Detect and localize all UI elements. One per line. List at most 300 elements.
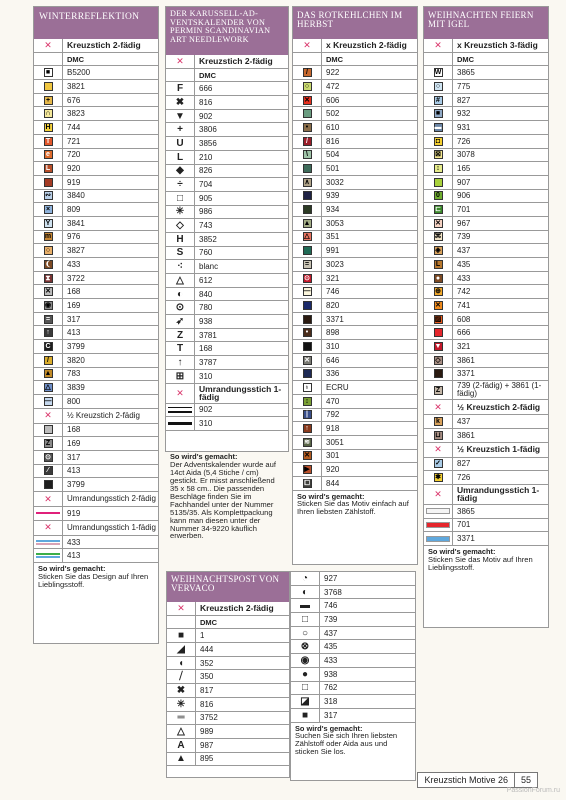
dmc-number: 816: [199, 97, 213, 107]
symbol-swatch: [434, 369, 443, 378]
legend-row: [166, 151, 288, 165]
stitch-symbol: A: [167, 739, 196, 752]
legend-row: [34, 313, 158, 327]
legend-row: [34, 121, 158, 135]
legend-row: [166, 178, 288, 192]
stitch-symbol: ◪: [291, 695, 320, 708]
legend-row: [424, 532, 548, 546]
legend-row: [167, 684, 289, 698]
legend-row: [34, 244, 158, 258]
instructions-note: So wird's gemacht: Suchen Sie sich Ihren liebsten Zählstoff oder Aida aus und sticken Sie los.: [295, 723, 398, 757]
dmc-number: 3865: [457, 506, 475, 516]
symbol-swatch: •: [303, 123, 312, 132]
stitch-symbol: ÷: [166, 178, 195, 191]
dmc-number: 502: [326, 109, 340, 119]
magazine-title: Kreuzstich Motive 26: [417, 772, 515, 788]
symbol-swatch: ✕: [435, 301, 441, 309]
cross-stitch-icon: ✕: [176, 55, 184, 66]
dmc-number: 902: [199, 111, 213, 121]
legend-row: [293, 135, 417, 149]
dmc-number: 310: [326, 341, 340, 351]
legend-row: [167, 643, 289, 657]
half-stitch-icon: ✕: [44, 410, 52, 421]
legend-title: WEIHNACHTEN FEIERN MIT IGEL: [424, 7, 548, 39]
outline-swatch-icon: [426, 534, 450, 544]
stitch-symbol: ⊞: [166, 370, 195, 383]
dmc-number: 3861: [457, 430, 475, 440]
legend-row: [293, 354, 417, 368]
legend-row: [34, 285, 158, 299]
legend-row: [293, 450, 417, 464]
dmc-number: 3078: [457, 150, 475, 160]
symbol-swatch: ▲: [44, 370, 52, 378]
symbol-swatch: ↕: [303, 397, 312, 406]
symbol-swatch: ✱: [435, 474, 441, 482]
dmc-number: 321: [457, 341, 471, 351]
legend-row: [167, 739, 289, 753]
dmc-number: 310: [199, 371, 213, 381]
legend-row: [34, 326, 158, 340]
stitch-symbol: S: [166, 247, 195, 260]
symbol-swatch: ◘: [434, 137, 443, 146]
cross-stitch-icon: ✕: [434, 39, 442, 50]
dmc-number: 932: [457, 109, 471, 119]
symbol-swatch: △: [304, 233, 310, 241]
instructions-note: So wird's gemacht: Sticken Sie das Design auf Ihren Lieblingsstoff.: [38, 564, 149, 589]
dmc-number: 501: [326, 164, 340, 174]
symbol-swatch: e: [44, 150, 53, 159]
symbol-swatch: [44, 178, 53, 187]
stitch-symbol: L: [166, 151, 195, 164]
dmc-number: 435: [324, 642, 338, 652]
dmc-number: 3823: [67, 109, 85, 119]
legend-row: [34, 424, 158, 438]
dmc-number: 3722: [67, 273, 85, 283]
symbol-swatch: ⁄: [44, 466, 53, 475]
legend-row: [166, 274, 288, 288]
legend-row: [293, 422, 417, 436]
dmc-number: 826: [199, 166, 213, 176]
legend-row: [293, 94, 417, 108]
stitch-symbol: ◢: [167, 643, 196, 656]
stitch-symbol: ◉: [291, 654, 320, 667]
symbol-swatch: [303, 301, 312, 310]
legend-row: [166, 192, 288, 206]
legend-row: [293, 285, 417, 299]
legend-row: [293, 409, 417, 423]
dmc-number: 920: [67, 164, 81, 174]
dmc-number: 906: [457, 191, 471, 201]
legend-row: [34, 340, 158, 354]
legend-row: [293, 107, 417, 121]
stitch-symbol: +: [166, 123, 195, 136]
dmc-number: 967: [457, 218, 471, 228]
legend-title: DER KARUSSELL-AD- VENTSKALENDER VON PERMIN SCANDINAVIAN ART NEEDLEWORK: [166, 7, 288, 55]
symbol-swatch: /: [303, 68, 312, 77]
dmc-number: 608: [457, 314, 471, 324]
dmc-number: 437: [457, 417, 471, 427]
dmc-number: 433: [457, 273, 471, 283]
legend-row: [424, 149, 548, 163]
dmc-number: 817: [200, 685, 214, 695]
symbol-swatch: ▶: [304, 466, 310, 474]
half-stitch-icon: ✕: [434, 401, 442, 412]
dmc-number: 3371: [326, 314, 344, 324]
outline-swatch-icon: [168, 419, 192, 429]
dmc-number: 3023: [326, 259, 344, 269]
legend-row: [34, 176, 158, 190]
stitch-symbol: ▲: [167, 753, 196, 766]
stitch-symbol: ➶: [166, 315, 195, 328]
dmc-number: 3032: [326, 177, 344, 187]
dmc-number: 800: [67, 396, 81, 406]
symbol-swatch: [303, 191, 312, 200]
symbol-swatch: ✕: [304, 356, 310, 364]
dmc-number: B5200: [67, 68, 91, 78]
legend-row: [424, 258, 548, 272]
symbol-swatch: ■: [434, 109, 443, 118]
stitch-symbol: ✳: [167, 698, 196, 711]
dmc-number: 991: [326, 246, 340, 256]
dmc-number: 918: [326, 424, 340, 434]
legend-row: [166, 206, 288, 220]
symbol-swatch: +: [44, 96, 53, 105]
symbol-swatch: /: [44, 356, 53, 365]
stitch-symbol: ◔: [291, 572, 320, 585]
dmc-number: 792: [326, 410, 340, 420]
dmc-number: 433: [67, 259, 81, 269]
dmc-number: 612: [199, 275, 213, 285]
stitch-symbol: ✳: [166, 206, 195, 219]
dmc-number: 610: [326, 122, 340, 132]
legend-row: [34, 395, 158, 409]
legend-row: [424, 80, 548, 94]
symbol-swatch: ▬: [434, 123, 442, 131]
dmc-number: 927: [324, 573, 338, 583]
legend-row: [293, 162, 417, 176]
dmc-number: 317: [67, 314, 81, 324]
stitch-symbol: ▬: [291, 599, 320, 612]
legend-row: [424, 162, 548, 176]
dmc-number: 3371: [457, 369, 475, 379]
dmc-number: 3787: [199, 357, 217, 367]
stitch-symbol: △: [167, 725, 196, 738]
dmc-number: 986: [199, 207, 213, 217]
legend-row: [34, 258, 158, 272]
dmc-number: 922: [326, 68, 340, 78]
dmc-number: 809: [67, 205, 81, 215]
dmc-number: 169: [67, 439, 81, 449]
dmc-number: 351: [326, 232, 340, 242]
legend-row: [424, 231, 548, 245]
dmc-number: 3806: [199, 125, 217, 135]
dmc-number: 746: [324, 601, 338, 611]
stitch-symbol: ■: [167, 629, 196, 642]
symbol-swatch: [303, 369, 312, 378]
symbol-swatch: ≋: [304, 438, 310, 446]
legend-row: [34, 299, 158, 313]
outline-swatch-icon: [36, 537, 60, 547]
symbol-swatch: k: [434, 417, 443, 426]
legend-row: [34, 272, 158, 286]
dmc-number: 762: [324, 683, 338, 693]
legend-row: [424, 313, 548, 327]
stitch-symbol: ◐: [291, 586, 320, 599]
dmc-number: 701: [457, 205, 471, 215]
legend-row: [291, 586, 415, 600]
legend-row: [424, 217, 548, 231]
outline-swatch-icon: [36, 508, 60, 518]
dmc-number: 726: [457, 473, 471, 483]
legend-row: [34, 368, 158, 382]
symbol-swatch: L: [44, 164, 53, 173]
dmc-number: 827: [457, 95, 471, 105]
legend-row: [293, 326, 417, 340]
dmc-number: 827: [457, 459, 471, 469]
legend-winterreflektion: WINTERREFLEKTION ✕ Kreuzstich 2-fädig DMC ■ B5200 3821 + 676 ∩ 3823 H 744 T 721 e 720 L 920 919 ∾ 3840 × 809 Y 3841 m 976 ○ 3827 ❨ 433 ⧗ 3722 ✕ 168 ◉ 169 = 317 ↑ 413 C 3799 / 3820 ▲ 783 △ 3839 — 800 ✕ ½ Kreuzstich 2-fädig 168 Z 169 ⊙ 317 ⁄ 413 3799 ✕ Umrandungsstich 2-fädig 919 ✕ Umrandungsstich 1-fädig 433 413 So wird's gemacht: Sticken Sie das Design auf Ihren Lieblingsstoff.: [33, 6, 159, 644]
stitch-symbol: ⊗: [291, 640, 320, 653]
symbol-swatch: ∩: [45, 110, 51, 118]
symbol-swatch: ×: [44, 205, 53, 214]
legend-row: [424, 326, 548, 340]
legend-row: [293, 149, 417, 163]
legend-row: [34, 80, 158, 94]
symbol-swatch: Z: [44, 439, 53, 448]
legend-row: [424, 203, 548, 217]
stitch-symbol: ◇: [166, 219, 195, 232]
symbol-swatch: [434, 328, 443, 337]
legend-row: [293, 463, 417, 477]
legend-row: [293, 395, 417, 409]
dmc-number: 472: [326, 81, 340, 91]
legend-row: [293, 381, 417, 395]
dmc-number: 413: [67, 328, 81, 338]
cross-stitch-icon: ✕: [303, 39, 311, 50]
symbol-swatch: ◉: [44, 301, 52, 309]
dmc-number: 701: [457, 520, 471, 530]
symbol-swatch: ⧗: [44, 274, 53, 283]
symbol-swatch: ○: [434, 82, 443, 91]
dmc-number: 168: [199, 344, 213, 354]
legend-row: [166, 165, 288, 179]
legend-row: [166, 315, 288, 329]
dmc-number: 3861: [457, 355, 475, 365]
legend-row: [424, 190, 548, 204]
legend-row: [291, 572, 415, 586]
outline-stitch-icon: ✕: [434, 488, 442, 499]
legend-weihnachten-igel: WEIHNACHTEN FEIERN MIT IGEL ✕ x Kreuzstich 3-fädig DMC W 3865 ○ 775 # 827 ■ 932 ▬ 931 ◘ 726 ⊠ 3078 ↕ 165 907 0 906 ⊏ 701 ✕ 967 ⌘ 739 ◈ 437 L 435 ● 433 ⊕ 742 ✕ 741 ▨ 608 666 ▼ 321 ◇ 3861 3371 Z 739 (2-fädig) + 3861 (1-fädig) ✕ ½ Kreuzstich 2-fädig k 437 ⊔ 3861 ✕ ½ Kreuzstich 1-fädig ✓ 827 ✱ 726 ✕ Umrandungsstich 1-fädig 3865 701 3371 So wird's gemacht: Sticken Sie das Motiv auf Ihren Lieblingsstoff.: [423, 6, 549, 628]
dmc-number: 676: [67, 95, 81, 105]
legend-row: [34, 190, 158, 204]
symbol-swatch: ▨: [434, 315, 442, 323]
legend-row: [166, 96, 288, 110]
symbol-swatch: ♁: [304, 384, 310, 392]
legend-row: [293, 176, 417, 190]
legend-row: [424, 368, 548, 382]
outline-stitch-icon: ✕: [176, 387, 184, 398]
legend-row: [167, 698, 289, 712]
symbol-swatch: ✕: [304, 452, 310, 460]
symbol-swatch: [303, 315, 312, 324]
stitch-symbol: F: [166, 82, 195, 95]
dmc-number: 3841: [67, 218, 85, 228]
watermark: PassionForum.ru: [506, 787, 560, 794]
legend-row: [34, 203, 158, 217]
instructions-note: So wird's gemacht: Sticken Sie das Motiv einfach auf Ihren liebsten Zählstoff.: [297, 491, 409, 517]
dmc-number: 934: [326, 205, 340, 215]
legend-row: [293, 258, 417, 272]
dmc-number: 646: [326, 355, 340, 365]
symbol-swatch: 0: [434, 191, 443, 200]
legend-weihnachtspost-continued: [290, 571, 416, 781]
legend-row: [424, 176, 548, 190]
dmc-number: blanc: [199, 262, 219, 272]
legend-row: [293, 272, 417, 286]
symbol-swatch: W: [434, 69, 442, 77]
symbol-swatch: ⊙: [304, 274, 310, 282]
legend-row: [34, 354, 158, 368]
stitch-symbol: T: [166, 342, 195, 355]
instructions-note: So wird's gemacht: Sticken Sie das Motiv auf Ihren Lieblingsstoff.: [428, 547, 533, 572]
dmc-number: ECRU: [326, 383, 349, 393]
page-footer: [417, 772, 538, 788]
symbol-swatch: H: [45, 123, 51, 131]
stitch-symbol: ═: [167, 712, 196, 725]
legend-row: [166, 356, 288, 370]
symbol-swatch: #: [434, 96, 443, 105]
legend-row: [34, 94, 158, 108]
symbol-swatch: T: [44, 137, 53, 146]
dmc-number: 820: [326, 300, 340, 310]
symbol-swatch: ○: [303, 82, 312, 91]
legend-row: [34, 381, 158, 395]
dmc-number: 437: [457, 246, 471, 256]
legend-row: [424, 135, 548, 149]
legend-row: [291, 640, 415, 654]
dmc-number: 317: [67, 452, 81, 462]
dmc-number: 301: [326, 451, 340, 461]
dmc-number: 606: [326, 95, 340, 105]
legend-row: [166, 137, 288, 151]
legend-row: [293, 368, 417, 382]
symbol-swatch: [44, 480, 53, 489]
symbol-swatch: [303, 164, 312, 173]
legend-row: [167, 670, 289, 684]
dmc-number: 168: [67, 425, 81, 435]
stitch-symbol: Z: [166, 329, 195, 342]
dmc-number: 3821: [67, 81, 85, 91]
stitch-symbol: □: [291, 613, 320, 626]
symbol-swatch: [303, 342, 312, 351]
dmc-number: 210: [199, 152, 213, 162]
dmc-number: 895: [200, 754, 214, 764]
legend-row: [293, 340, 417, 354]
legend-rotkehlchen: DAS ROTKEHLCHEN IM HERBST ✕ x Kreuzstich 2-fädig DMC / 922 ○ 472 ✕ 606 502 • 610 / 816 \ 504 501 ∧ 3032 939 934 ▲ 3053 △ 351 991 = 3023 ⊙ 321 — 746 820 3371 • 898 310 ✕ 646 336 ♁ ECRU ↕ 470 | 792 ↑ 918 ≋ 3051 ✕ 301 ▶ 920 ⧠ 844 So wird's gemacht: Sticken Sie das Motiv einfach auf Ihren liebsten Zählstoff.: [292, 6, 418, 565]
dmc-number: 3053: [326, 218, 344, 228]
symbol-swatch: Z: [434, 386, 443, 395]
dmc-number: 318: [324, 697, 338, 707]
dmc-number: 3371: [457, 534, 475, 544]
dmc-number: 3852: [199, 234, 217, 244]
legend-row: [34, 149, 158, 163]
dmc-number: 920: [326, 465, 340, 475]
stitch-symbol: ↑: [166, 356, 195, 369]
outline-swatch-icon: [168, 405, 192, 415]
legend-row: [34, 231, 158, 245]
symbol-swatch: L: [434, 260, 443, 269]
dmc-number: 437: [324, 628, 338, 638]
dmc-number: 720: [67, 150, 81, 160]
dmc-number: 317: [324, 710, 338, 720]
dmc-number: 989: [200, 727, 214, 737]
symbol-swatch: \: [303, 150, 312, 159]
dmc-number: 3865: [457, 68, 475, 78]
dmc-number: 931: [457, 122, 471, 132]
legend-row: [293, 436, 417, 450]
legend-row: [166, 247, 288, 261]
legend-title: WEIHNACHTSPOST VON VERVACO: [167, 572, 289, 602]
legend-row: [291, 695, 415, 709]
dmc-number: 3799: [67, 480, 85, 490]
legend-row: [424, 94, 548, 108]
legend-title: WINTERREFLEKTION: [34, 7, 158, 39]
legend-row: [424, 519, 548, 533]
legend-row: [166, 82, 288, 96]
legend-row: [166, 233, 288, 247]
symbol-swatch: ❨: [45, 260, 51, 268]
legend-row: [166, 329, 288, 343]
legend-row: [293, 244, 417, 258]
stitch-symbol: ✖: [167, 684, 196, 697]
legend-row: [291, 613, 415, 627]
dmc-number: 938: [324, 669, 338, 679]
legend-row: [34, 478, 158, 492]
symbol-swatch: ⊠: [435, 151, 441, 159]
legend-row: [424, 429, 548, 443]
dmc-number: 919: [67, 177, 81, 187]
legend-row: [293, 313, 417, 327]
symbol-swatch: ○: [44, 246, 53, 255]
dmc-number: 744: [67, 122, 81, 132]
symbol-swatch: [44, 82, 53, 91]
legend-row: [293, 66, 417, 80]
dmc-number: 169: [67, 300, 81, 310]
dmc-number: 444: [200, 644, 214, 654]
dmc-number: 905: [199, 193, 213, 203]
page-number: 55: [515, 772, 538, 788]
dmc-number: 413: [67, 466, 81, 476]
legend-row: [291, 627, 415, 641]
symbol-swatch: ⊔: [435, 431, 441, 439]
dmc-number: 433: [324, 655, 338, 665]
dmc-number: 816: [326, 136, 340, 146]
legend-weihnachtspost: WEIHNACHTSPOST VON VERVACO ✕ Kreuzstich 2-fädig DMC ■ 1 ◢ 444 ◖ 352 ⧸ 350 ✖ 817 ✳ 816 ═ 3752 △ 989 A 987 ▲ 895: [166, 571, 290, 778]
dmc-number: 3051: [326, 437, 344, 447]
cross-stitch-icon: ✕: [177, 602, 185, 613]
symbol-swatch: ▼: [434, 342, 442, 350]
symbol-swatch: =: [303, 260, 312, 269]
legend-row: [167, 712, 289, 726]
symbol-swatch: ↑: [44, 328, 53, 337]
legend-row: [166, 288, 288, 302]
symbol-swatch: [303, 109, 312, 118]
stitch-symbol: ○: [291, 627, 320, 640]
legend-row: [293, 477, 417, 491]
dmc-number: 746: [326, 287, 340, 297]
stitch-symbol: ⊙: [166, 301, 195, 314]
legend-row: [291, 668, 415, 682]
dmc-number: 3781: [199, 330, 217, 340]
